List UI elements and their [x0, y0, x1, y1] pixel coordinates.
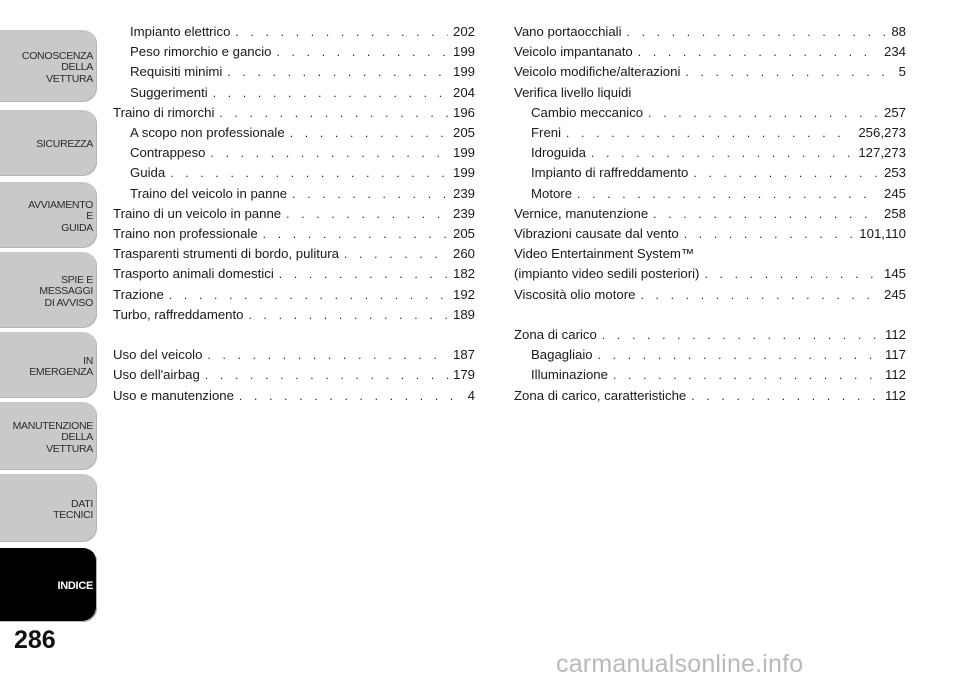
chapter-tab-label: INDICE	[57, 580, 93, 593]
index-entry-label: Trazione	[113, 286, 164, 302]
chapter-tab-label: DI AVVISO	[44, 296, 93, 309]
watermark: carmanualsonline.info	[556, 650, 804, 678]
chapter-tab-label: DELLA	[61, 61, 93, 74]
dot-leader	[227, 62, 448, 82]
index-entry-page: 199	[452, 64, 475, 80]
index-entry-page: 199	[452, 145, 475, 161]
dot-leader	[286, 204, 448, 224]
dot-leader	[684, 224, 855, 244]
index-entry[interactable]	[514, 285, 906, 305]
index-entry[interactable]	[514, 163, 906, 183]
index-entry-page: 205	[452, 226, 475, 242]
index-entry-label: (impianto video sedili posteriori)	[514, 266, 700, 282]
index-entry[interactable]	[514, 325, 906, 345]
index-entry-label: Zona di carico, caratteristiche	[514, 387, 687, 403]
index-entry[interactable]	[514, 386, 906, 406]
index-entry-page: 117	[884, 347, 906, 363]
chapter-tab-label: IN	[83, 354, 93, 367]
dot-leader	[648, 103, 879, 123]
index-entry-page: 202	[452, 24, 475, 39]
index-column-right	[514, 22, 906, 406]
index-entry[interactable]	[514, 224, 906, 244]
index-entry-label: A scopo non professionale	[130, 125, 285, 141]
chapter-tab-label: SPIE E	[60, 273, 93, 286]
index-entry[interactable]	[113, 224, 475, 244]
dot-leader	[566, 123, 853, 143]
chapter-tab-label: AVVIAMENTO	[28, 198, 93, 211]
index-entry[interactable]	[113, 143, 475, 163]
index-entry-label: Traino di un veicolo in panne	[113, 205, 282, 221]
index-entry-page: 199	[452, 165, 475, 181]
chapter-tab-label: MESSAGGI	[39, 285, 93, 298]
dot-leader	[263, 224, 448, 244]
dot-leader	[344, 244, 448, 264]
index-entry-page: 182	[452, 266, 475, 282]
dot-leader	[235, 22, 448, 42]
index-entry-page: 4	[467, 387, 475, 403]
index-entry-label: Vernice, manutenzione	[514, 205, 649, 221]
chapter-tab-sicurezza[interactable]	[0, 110, 97, 176]
index-entry-page: 189	[452, 306, 475, 322]
index-entry[interactable]	[113, 365, 475, 385]
index-entry-page: 112	[884, 327, 906, 343]
index-entry-label: Contrappeso	[130, 145, 206, 161]
dot-leader	[169, 285, 448, 305]
index-entry-page: 101,110	[859, 226, 906, 242]
dot-leader	[613, 365, 880, 385]
index-entry-label: Trasporto animali domestici	[113, 266, 274, 282]
chapter-tab-label: MANUTENZIONE	[12, 419, 93, 432]
index-entry-page: 187	[452, 347, 475, 363]
index-entry-label: Video Entertainment System™	[514, 246, 695, 262]
index-entry[interactable]	[113, 62, 475, 82]
index-entry-label: Trasparenti strumenti di bordo, pulitura	[113, 246, 340, 262]
index-entry-label: Traino del veicolo in panne	[130, 185, 288, 201]
index-entry-label: Impianto elettrico	[130, 24, 231, 39]
index-entry-page: 260	[452, 246, 475, 262]
chapter-tab-label: VETTURA	[46, 442, 93, 455]
index-entry-label: Impianto di raffreddamento	[531, 165, 689, 181]
index-entry[interactable]	[113, 123, 475, 143]
chapter-tab-avviamento-e-guida[interactable]	[0, 182, 97, 248]
index-entry-label: Vibrazioni causate dal vento	[514, 226, 679, 242]
index-entry-page: 112	[884, 387, 906, 403]
dot-leader	[276, 42, 448, 62]
index-entry-label: Idroguida	[531, 145, 586, 161]
index-entry-label: Requisiti minimi	[130, 64, 223, 80]
chapter-tab-in-emergenza[interactable]	[0, 332, 97, 398]
index-entry[interactable]	[514, 365, 906, 385]
index-entry-label: Zona di carico	[514, 327, 597, 343]
index-entry-page: 205	[452, 125, 475, 141]
index-entry-page: 196	[452, 104, 475, 120]
index-entry-label: Uso del veicolo	[113, 347, 203, 363]
index-entry-page: 192	[452, 286, 475, 302]
chapter-tab-indice[interactable]	[0, 548, 97, 622]
dot-leader	[591, 143, 853, 163]
dot-leader	[704, 264, 879, 284]
chapter-tab-label: DATI	[71, 497, 93, 510]
index-entry[interactable]	[514, 22, 906, 42]
dot-leader	[685, 62, 893, 82]
dot-leader	[602, 325, 880, 345]
index-entry[interactable]	[514, 83, 906, 103]
index-entry[interactable]	[113, 285, 475, 305]
index-entry[interactable]	[514, 264, 906, 284]
chapter-tab-label: VETTURA	[46, 72, 93, 85]
chapter-tab-label: TECNICI	[53, 509, 93, 521]
dot-leader	[239, 386, 463, 406]
index-entry[interactable]	[514, 123, 906, 143]
dot-leader	[211, 143, 448, 163]
dot-leader	[638, 42, 879, 62]
index-spacer	[514, 305, 906, 325]
dot-leader	[205, 365, 448, 385]
index-entry-page: 112	[884, 367, 906, 383]
index-entry-page: 256,273	[858, 125, 906, 141]
index-entry[interactable]	[514, 345, 906, 365]
chapter-tab-label: SICUREZZA	[36, 138, 93, 151]
index-entry-label: Guida	[130, 165, 166, 181]
index-entry[interactable]	[514, 42, 906, 62]
index-entry-page: 179	[452, 367, 475, 383]
dot-leader	[207, 345, 448, 365]
index-entry-page: 245	[883, 185, 906, 201]
chapter-tab-label: GUIDA	[61, 221, 93, 234]
index-entry-label: Illuminazione	[531, 367, 608, 383]
index-entry[interactable]	[514, 103, 906, 123]
dot-leader	[653, 204, 879, 224]
index-entry-page: 257	[883, 104, 906, 120]
index-entry-page: 253	[883, 165, 906, 181]
index-entry-label: Uso e manutenzione	[113, 387, 234, 403]
index-entry[interactable]	[113, 83, 475, 103]
index-entry[interactable]	[113, 184, 475, 204]
index-entry[interactable]	[514, 244, 906, 264]
chapter-tab-label: DELLA	[61, 431, 93, 444]
index-entry-page: 234	[883, 44, 906, 60]
chapter-tab-label: E	[86, 210, 93, 223]
index-entry[interactable]	[113, 244, 475, 264]
index-entry-page: 145	[883, 266, 906, 282]
index-entry[interactable]	[113, 42, 475, 62]
index-entry-label: Suggerimenti	[130, 84, 208, 100]
chapter-tab-dati-tecnici[interactable]	[0, 474, 97, 542]
index-entry-page: 258	[883, 205, 906, 221]
index-entry-label: Peso rimorchio e gancio	[130, 44, 272, 60]
index-entry-label: Viscosità olio motore	[514, 286, 636, 302]
index-entry-page: 239	[452, 185, 475, 201]
index-entry-label: Veicolo impantanato	[514, 44, 633, 60]
index-spacer	[113, 325, 475, 345]
index-entry-label: Verifica livello liquidi	[514, 84, 632, 100]
dot-leader	[577, 184, 879, 204]
dot-leader	[219, 103, 448, 123]
dot-leader	[248, 305, 448, 325]
dot-leader	[292, 184, 448, 204]
index-entry-label: Turbo, raffreddamento	[113, 306, 244, 322]
index-entry[interactable]	[514, 184, 906, 204]
chapter-tab-label: EMERGENZA	[29, 366, 93, 378]
index-entry-page: 245	[883, 286, 906, 302]
index-entry-page: 239	[452, 205, 475, 221]
index-entry-label: Traino di rimorchi	[113, 104, 215, 120]
index-entry[interactable]	[514, 143, 906, 163]
index-entry-page: 127,273	[858, 145, 906, 161]
dot-leader	[598, 345, 880, 365]
index-entry[interactable]	[113, 163, 475, 183]
index-entry-page: 88	[891, 24, 906, 39]
dot-leader	[627, 22, 887, 42]
chapter-tab-spie-e-messaggi-di-avviso[interactable]	[0, 252, 97, 328]
index-entry[interactable]	[514, 204, 906, 224]
index-entry[interactable]	[113, 22, 475, 42]
chapter-tab-conoscenza-della-vettura[interactable]	[0, 30, 97, 102]
index-column-left	[113, 22, 475, 406]
index-entry[interactable]	[113, 305, 475, 325]
index-entry-label: Freni	[531, 125, 562, 141]
index-entry[interactable]	[113, 204, 475, 224]
index-entry-label: Uso dell'airbag	[113, 367, 200, 383]
dot-leader	[170, 163, 448, 183]
dot-leader	[279, 264, 448, 284]
index-entry[interactable]	[113, 345, 475, 365]
index-entry-page: 199	[452, 44, 475, 60]
dot-leader	[290, 123, 448, 143]
index-entry-label: Veicolo modifiche/alterazioni	[514, 64, 681, 80]
index-entry-page: 204	[452, 84, 475, 100]
index-entry[interactable]	[113, 386, 475, 406]
index-entry-label: Vano portaocchiali	[514, 24, 622, 39]
dot-leader	[213, 83, 448, 103]
index-entry-label: Cambio meccanico	[531, 104, 644, 120]
dot-leader	[691, 386, 880, 406]
page-number: 286	[14, 626, 56, 654]
chapter-tab-label: CONOSCENZA	[21, 49, 93, 62]
chapter-tab-manutenzione-della-vettura[interactable]	[0, 402, 97, 470]
index-entry-page: 5	[898, 64, 906, 80]
index-entry[interactable]	[113, 264, 475, 284]
dot-leader	[640, 285, 879, 305]
index-entry[interactable]	[113, 103, 475, 123]
index-entry-label: Traino non professionale	[113, 226, 258, 242]
dot-leader	[693, 163, 879, 183]
index-entry-label: Motore	[531, 185, 573, 201]
index-entry[interactable]	[514, 62, 906, 82]
index-entry-label: Bagagliaio	[531, 347, 593, 363]
